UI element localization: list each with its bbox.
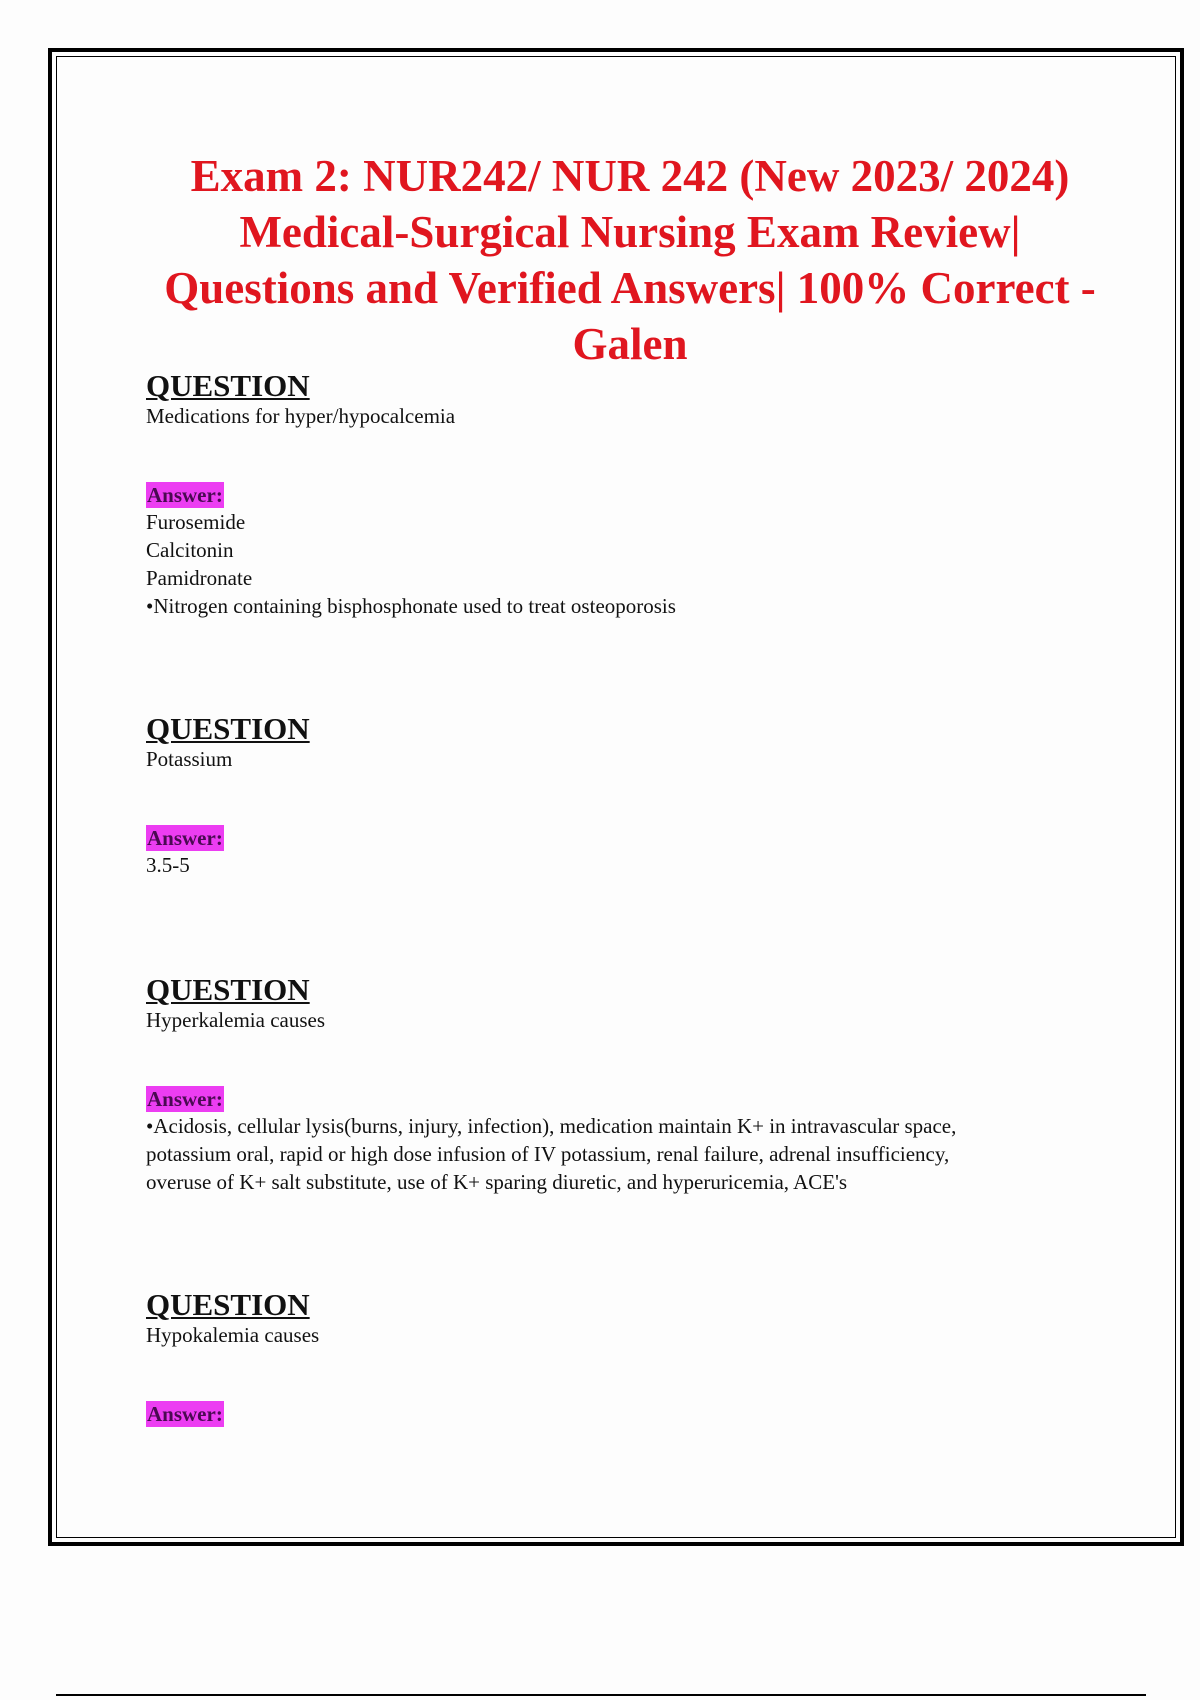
answer-line: potassium oral, rapid or high dose infusion of IV potassium, renal failure, adrenal insufficiency, (146, 1142, 950, 1166)
document-title: Exam 2: NUR242/ NUR 242 (New 2023/ 2024) Medical-Surgical Nursing Exam Review| Questions and Verified Answers| 100% Correct - Galen (164, 151, 1096, 369)
question-heading: QUESTION (146, 1287, 310, 1322)
answer-line: •Nitrogen containing bisphosphonate used to treat osteoporosis (146, 594, 676, 618)
question-text: Hyperkalemia causes (146, 1008, 326, 1032)
answer-text (146, 1112, 1106, 1196)
answer-label: Answer: (147, 1087, 223, 1111)
answer-line: 3.5-5 (146, 853, 190, 877)
question-heading: QUESTION (146, 972, 310, 1007)
answer-label: Answer: (147, 826, 223, 850)
answer-line: overuse of K+ salt substitute, use of K+ sparing diuretic, and hyperuricemia, ACE's (146, 1170, 848, 1194)
answer-label: Answer: (147, 1402, 223, 1426)
answer-text (146, 851, 1106, 879)
qa-item-4 (146, 1289, 1106, 1427)
answer-line: Furosemide (146, 510, 246, 534)
qa-item-1 (146, 370, 1106, 620)
question-heading: QUESTION (146, 711, 310, 746)
answer-line: Pamidronate (146, 566, 253, 590)
answer-label: Answer: (147, 483, 223, 507)
qa-item-2 (146, 713, 1106, 879)
question-text: Hypokalemia causes (146, 1323, 320, 1347)
answer-text (146, 508, 1106, 620)
question-heading: QUESTION (146, 368, 310, 403)
qa-item-3 (146, 974, 1106, 1196)
question-text: Potassium (146, 747, 233, 771)
question-text: Medications for hyper/hypocalcemia (146, 404, 456, 428)
answer-line: •Acidosis, cellular lysis(burns, injury, infection), medication maintain K+ in intravascular space, (146, 1114, 957, 1138)
answer-line: Calcitonin (146, 538, 234, 562)
page-bottom-rule (56, 1694, 1146, 1696)
